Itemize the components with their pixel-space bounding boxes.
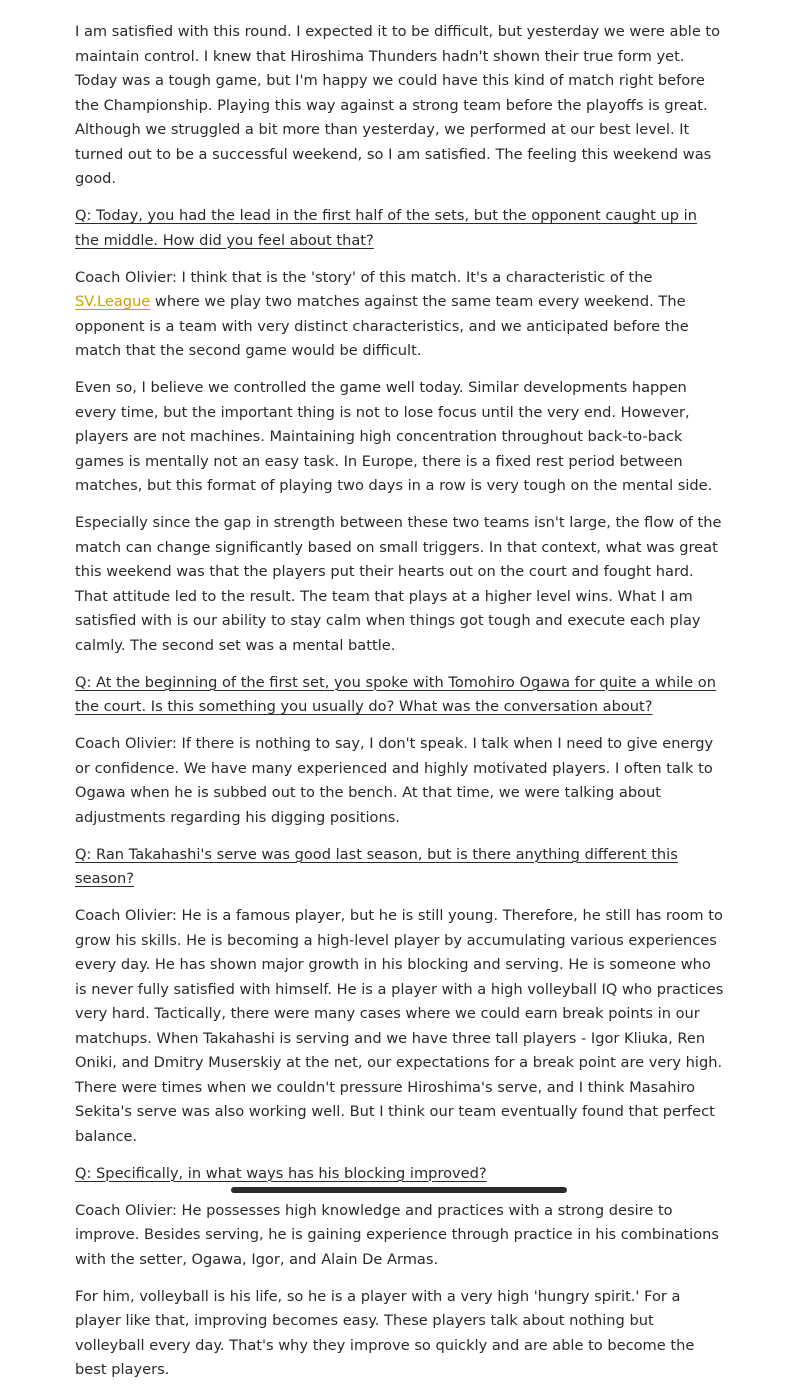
answer-1-text-start: I think that is the 'story' of this match. It's a characteristic of the (176, 268, 653, 286)
speaker-label: Coach Olivier: (75, 735, 177, 752)
answer-4-text: He possesses high knowledge and practices with a strong desire to improve. Besides serving, he is gaining experience through practice in his combinations with the setter, Ogawa, Igor, and Alain De Armas. (75, 1201, 719, 1268)
question-3: Q: Ran Takahashi's serve was good last season, but is there anything different this season? (75, 845, 678, 887)
speaker-label: Coach Olivier: (75, 268, 177, 286)
question-4: Q: Specifically, in what ways has his blocking improved? (75, 1164, 487, 1182)
paragraph-strength-gap: Especially since the gap in strength between these two teams isn't large, the flow of the match can change significantly based on small triggers. In that context, what was great this weekend was that the players put their hearts out on the court and fought hard. That attitude led to the result. The team that plays at a higher level wins. What I am satisfied with is our ability to stay calm when things got tough and execute each play calmly. The second set was a mental battle. (75, 514, 722, 654)
answer-2-text: If there is nothing to say, I don't speak. I talk when I need to give energy or confidence. We have many experienced and highly motivated players. I often talk to Ogawa when he is subbed out to the bench. At that time, we were talking about adjustments regarding his digging positions. (75, 735, 714, 826)
paragraph-intro: I am satisfied with this round. I expected it to be difficult, but yesterday we were able to maintain control. I knew that Hiroshima Thunders hadn't shown their true form yet. Today was a tough game, but I'm happy we could have this kind of match right before the Championship. Playing this way against a strong team before the playoffs is great. Although we struggled a bit more than yesterday, we performed at our best level. It turned out to be a successful weekend, so I am satisfied. The feeling this weekend was good. (75, 23, 721, 187)
speaker-label: Coach Olivier: (75, 1201, 177, 1219)
answer-3 (75, 904, 725, 1149)
paragraph-hungry-spirit: For him, volleyball is his life, so he is a player with a very high 'hungry spirit.' For a player like that, improving becomes easy. These players talk about nothing but volleyball every day. That's why they improve so quickly and are able to become the best players. (75, 1287, 695, 1378)
answer-4 (75, 1199, 725, 1273)
sv-league-link[interactable]: SV.League (75, 293, 151, 310)
answer-1-text-end: where we play two matches against the same team every weekend. The opponent is a team with very distinct characteristics, and we anticipated before the match that the second game would be difficult. (75, 293, 689, 359)
home-indicator-bar[interactable] (231, 1187, 567, 1193)
answer-2 (75, 732, 725, 830)
answer-1 (75, 266, 725, 364)
speaker-label: Coach Olivier: (75, 907, 177, 924)
question-1: Q: Today, you had the lead in the first half of the sets, but the opponent caught up in the middle. How did you feel about that? (75, 207, 697, 249)
question-2: Q: At the beginning of the first set, you spoke with Tomohiro Ogawa for quite a while on the court. Is this something you usually do? What was the conversation about? (75, 673, 716, 715)
paragraph-control: Even so, I believe we controlled the game well today. Similar developments happen every time, but the important thing is not to lose focus until the very end. However, players are not machines. Maintaining high concentration throughout back-to-back games is mentally not an easy task. In Europe, there is a fixed rest period between matches, but this format of playing two days in a row is very tough on the mental side. (75, 379, 713, 494)
answer-3-text: He is a famous player, but he is still young. Therefore, he still has room to grow his skills. He is becoming a high-level player by accumulating various experiences every day. He has shown major growth in his blocking and serving. He is someone who is never fully satisfied with himself. He is a player with a high volleyball IQ who practices very hard. Tactically, there were many cases where we could earn break points in our matchups. When Takahashi is serving and we have three tall players - Igor Kliuka, Ren Oniki, and Dmitry Muserskiy at the net, our expectations for a break point are very high. There were times when we couldn't pressure Hiroshima's serve, and I think Masahiro Sekita's serve was also working well. But I think our team eventually found that perfect balance. (75, 907, 724, 1145)
